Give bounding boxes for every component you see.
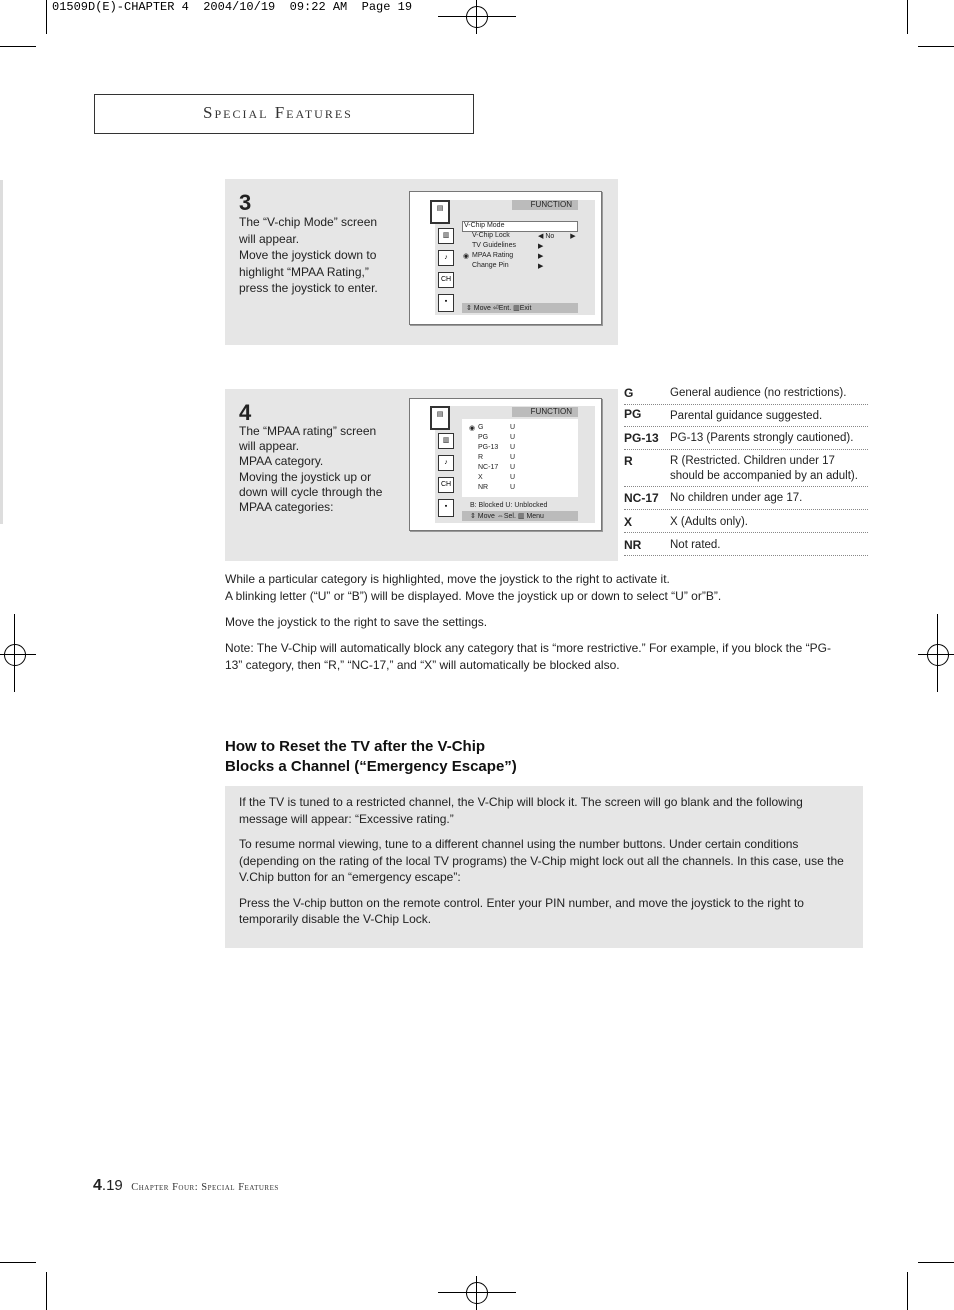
rating-code: PG-13 [478,444,499,451]
rating-row-code: NC-17 [624,491,659,505]
step4-osd-header: FUNCTION [512,407,578,417]
step4-line: down will cycle through the [239,484,383,499]
arrow-right-icon: ▶ [538,243,544,250]
step3-osd-title: V-Chip Mode [464,222,505,229]
step4-line: The “MPAA rating” screen [239,424,377,438]
ch-icon: CH [438,477,454,493]
step4-text [239,424,399,515]
step4-line: Moving the joystick up or [239,469,372,484]
step3-item-mpaa-rating: MPAA Rating [472,252,514,259]
instructions [225,571,845,674]
reset-heading [225,737,825,777]
rating-code: NC-17 [478,464,499,471]
step3-text [239,214,399,297]
page-number-suffix: .19 [101,1177,123,1194]
rating-state: U [510,424,516,431]
function-icon: ▤ [430,406,450,430]
function-icon: ▤ [430,200,450,224]
step4-number: 4 [239,400,252,425]
step3-line: Move the joystick down to [239,248,377,262]
step3-osd-header: FUNCTION [512,200,578,210]
step4-line: will appear. [239,439,300,454]
step3-tv-screen [409,191,602,325]
step4-line: MPAA categories: [239,500,334,515]
instruction-note: Note: The V-Chip will automatically block any category that is “more restrictive.” For example, if you block the “PG-13” category, then “R,” “NC-17,” and “X” will automatically be blocked also. [225,641,832,672]
rating-code: G [478,424,484,431]
rating-table [624,384,868,556]
step3-number: 3 [239,190,252,215]
rating-row-code: R [624,454,633,468]
rating-row-desc: No children under age 17. [670,492,803,504]
reset-paragraph: If the TV is tuned to a restricted channel, the V-Chip will block it. The screen will go blank and the following message will appear: “Excessive rating.” [239,795,803,826]
reset-paragraph: Press the V-chip button on the remote control. Enter your PIN number, and move the joystick to the right to temporarily disable the V-Chip Lock. [239,895,804,926]
rating-row [624,405,868,427]
rating-row-code: X [624,515,633,529]
section-title: Special Features [203,103,353,122]
reset-heading-line: Blocks a Channel (“Emergency Escape”) [225,758,517,775]
step4-line: MPAA category. [239,454,324,469]
rating-row [624,510,868,533]
arrow-right-icon: ▶ [538,263,544,270]
print-header: 01509D(E)-CHAPTER 4 2004/10/19 09:22 AM Page 19 [52,0,413,14]
video-icon: ▪ [438,294,454,312]
rating-code: PG [478,434,489,441]
rating-state: U [510,444,516,451]
step3-lock-value: ◀ No ▶ [538,233,576,240]
step3-item-vchip-lock: V-Chip Lock [472,232,510,239]
instruction-line: A blinking letter (“U” or “B”) will be displayed. Move the joystick up or down to select “U” or”B”. [225,589,722,603]
channel-icon: ▥ [438,228,454,244]
rating-row-code: PG [624,407,642,421]
arrow-right-icon: ▶ [538,253,544,260]
step3-lock-value-text: No [545,233,555,240]
rating-row [624,450,868,487]
rating-code: R [478,454,484,461]
sound-icon: ♪ [438,250,454,266]
step4-osd-legend: B: Blocked U: Unblocked [470,502,548,509]
rating-row-desc: Parental guidance suggested. [670,410,823,422]
rating-state: U [510,484,516,491]
rating-state: U [510,454,516,461]
rating-code: X [478,474,483,481]
channel-icon: ▥ [438,433,454,449]
rating-state: U [510,464,516,471]
instruction-line: While a particular category is highlighted, move the joystick to the right to activate it. [225,572,670,586]
step3-line: The “V-chip Mode” screen [239,215,378,229]
reset-heading-line: How to Reset the TV after the V-Chip [225,738,486,755]
step3-osd-panel [435,200,595,315]
instruction-line: Move the joystick to the right to save the settings. [225,615,488,629]
chapter-label: Chapter Four: Special Features [131,1182,279,1193]
step3-item-tv-guidelines: TV Guidelines [472,242,516,249]
rating-row-desc: PG-13 (Parents strongly cautioned). [670,432,854,444]
step3-osd-footer: ⇕ Move ⏎Ent. ▥Exit [466,305,532,312]
section-title-box [94,94,474,134]
rating-row-desc: X (Adults only). [670,516,748,528]
reset-paragraph: To resume normal viewing, tune to a different channel using the number buttons. Under certain conditions (depending on the rating of the local TV programs) the V-Chip might lock out all the channels. In this case, use the V.Chip button for an “emergency escape”: [239,837,844,884]
video-icon: ▪ [438,499,454,517]
rating-code: NR [478,484,489,491]
rating-state: U [510,434,516,441]
rating-row-desc: R (Restricted. Children under 17 should be accompanied by an adult). [670,455,858,482]
rating-row-desc: General audience (no restrictions). [670,387,847,399]
rating-row [624,487,868,510]
selection-dot-icon: ◉ [463,253,470,260]
rating-row [624,533,868,556]
rating-row [624,384,868,405]
rating-row [624,427,868,450]
selection-dot-icon: ◉ [469,425,476,432]
step3-item-change-pin: Change Pin [472,262,509,269]
step3-line: will appear. [239,231,300,246]
page-number: 4 [93,1177,102,1194]
step3-line: highlight “MPAA Rating,” [239,264,369,279]
rating-state: U [510,474,516,481]
rating-row-code: G [624,386,634,400]
reset-info-box [225,786,863,948]
step3-line: press the joystick to enter. [239,281,378,295]
step4-osd-footer: ⇕ Move ⇔Sel. ▥ Menu [470,513,544,520]
rating-row-code: PG-13 [624,431,659,445]
page-footer [93,1177,279,1195]
sound-icon: ♪ [438,455,454,471]
ch-icon: CH [438,272,454,288]
step4-tv-screen [409,398,602,531]
rating-row-desc: Not rated. [670,539,721,551]
rating-row-code: NR [624,538,642,552]
